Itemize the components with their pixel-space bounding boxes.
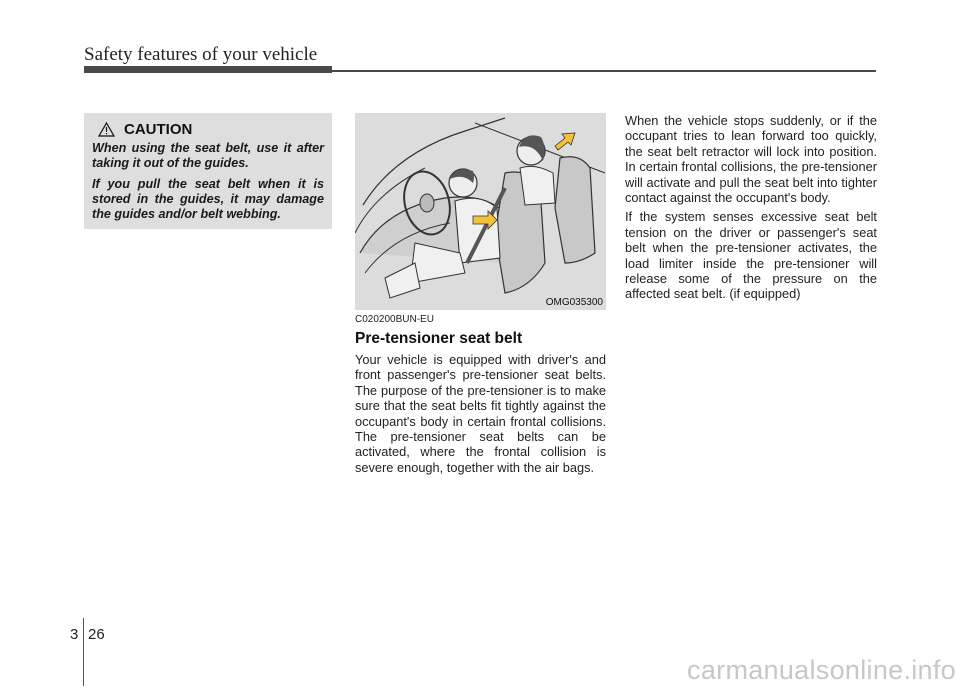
seat-belt-illustration [355, 113, 606, 310]
caution-paragraph-1: When using the seat belt, use it after taking it out of the guides. [92, 141, 324, 170]
section-body: Your vehicle is equipped with driver's and front passenger's pre-tensioner seat belts. The purpose of the pre-tensioner is to make sure that the seat belts fit tightly against the occupant's body in certain frontal collisions. The pre-tensioner seat belts can be activated, where the frontal collision is severe enough, together with the air bags. [355, 352, 606, 475]
header-rule-thin [332, 70, 876, 72]
footer-divider [83, 618, 84, 686]
section-code: C020200BUN-EU [355, 314, 434, 325]
page-number: 26 [88, 626, 105, 643]
arrow-forward-icon [555, 133, 575, 150]
caution-header [98, 121, 324, 138]
right-paragraph-1: When the vehicle stops suddenly, or if the occupant tries to lean forward too quickly, the seat belt retractor will lock into position. In certain frontal collisions, the pre-tensioner will activate and pull the seat belt into tighter contact against the occupant's body. [625, 113, 877, 206]
page-header-title: Safety features of your vehicle [84, 44, 318, 65]
right-paragraph-2: If the system senses excessive seat belt tension on the driver or passenger's seat belt when the pre-tensioner activates, the load limiter inside the pre-tensioner will release some of the pressure on the affected seat belt. (if equipped) [625, 209, 877, 302]
car-interior-drawing [355, 113, 606, 310]
header-rule-thick [84, 66, 332, 73]
right-column [625, 113, 877, 306]
caution-paragraph-2: If you pull the seat belt when it is stored in the guides, it may damage the guides and/or belt webbing. [92, 177, 324, 221]
watermark: carmanualsonline.info [687, 655, 956, 685]
chapter-number: 3 [70, 626, 79, 643]
section-title: Pre-tensioner seat belt [355, 330, 523, 347]
caution-box [84, 113, 332, 229]
figure-code: OMG035300 [545, 297, 603, 308]
caution-title: CAUTION [124, 121, 193, 138]
warning-triangle-icon [98, 122, 115, 137]
